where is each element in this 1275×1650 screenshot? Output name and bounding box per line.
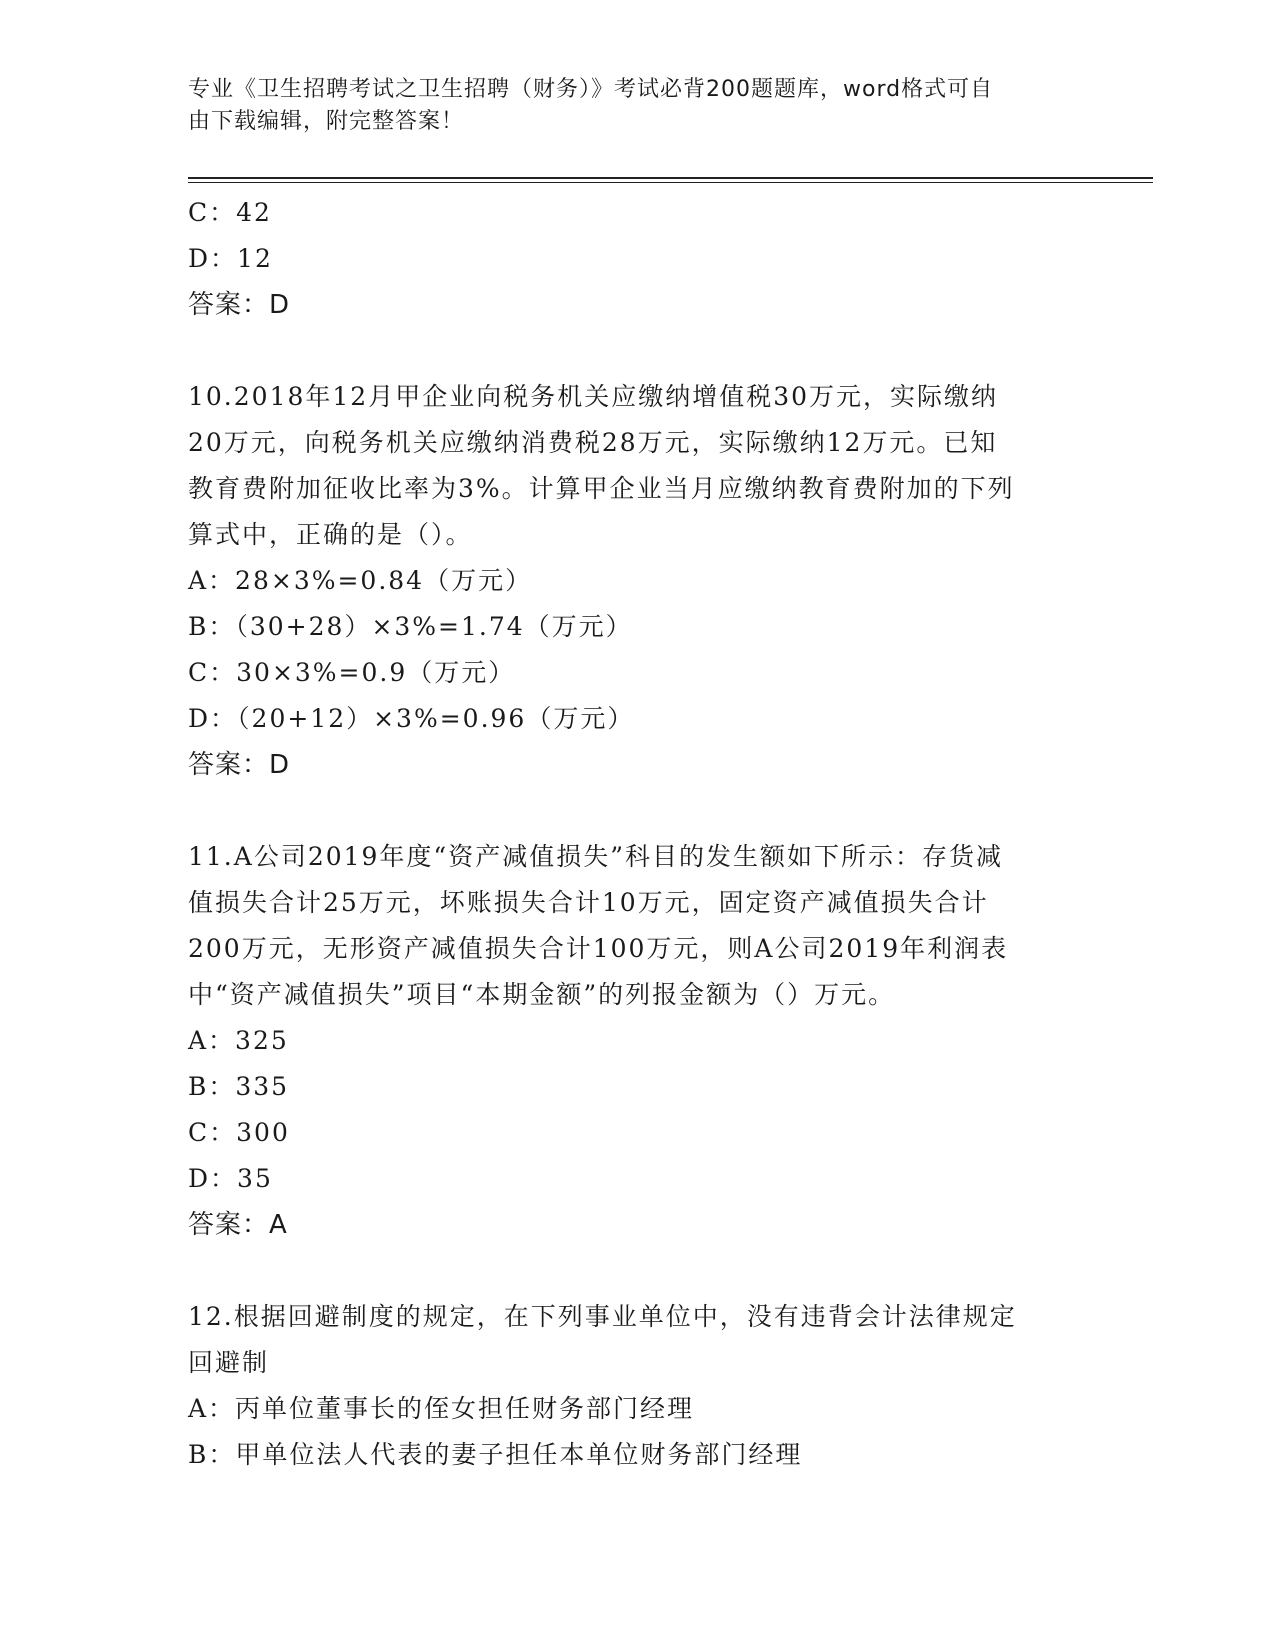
answer-line: 答案：D — [188, 290, 291, 320]
answer-line: 答案：A — [188, 1210, 288, 1240]
stem-line: 教育费附加征收比率为3%。计算甲企业当月应缴纳教育费附加的下列 — [188, 474, 1015, 503]
spacer — [188, 1248, 1088, 1294]
stem-line: 11.A公司2019年度“资产减值损失”科目的发生额如下所示：存货减 — [188, 842, 1003, 871]
stem-line: 200万元，无形资产减值损失合计100万元，则A公司2019年利润表 — [188, 934, 1009, 963]
question-11 — [188, 834, 1088, 1248]
option-d: D：12 — [188, 244, 273, 273]
option-c: C：42 — [188, 198, 272, 227]
option-c: C：30×3%=0.9（万元） — [188, 658, 516, 687]
stem-line: 20万元，向税务机关应缴纳消费税28万元，实际缴纳12万元。已知 — [188, 428, 998, 457]
question-stem — [188, 1294, 1088, 1386]
header-divider-thin — [188, 182, 1153, 183]
option-b: B：335 — [188, 1072, 290, 1101]
answer-line: 答案：D — [188, 750, 291, 780]
header-line-2: 由下载编辑，附完整答案！ — [188, 109, 465, 134]
stem-line: 中“资产减值损失”项目“本期金额”的列报金额为（）万元。 — [188, 980, 896, 1009]
option-a: A：28×3%=0.84（万元） — [188, 566, 533, 595]
question-stem — [188, 374, 1088, 558]
option-c: C：300 — [188, 1118, 290, 1147]
question-content — [188, 190, 1088, 1478]
header-divider-thick — [188, 177, 1153, 179]
header-line-1: 专业《卫生招聘考试之卫生招聘（财务）》考试必背200题题库，word格式可自 — [188, 77, 994, 102]
option-a: A：丙单位董事长的侄女担任财务部门经理 — [188, 1394, 695, 1423]
stem-line: 回避制 — [188, 1348, 270, 1377]
spacer — [188, 328, 1088, 374]
question-12 — [188, 1294, 1088, 1478]
option-b: B：甲单位法人代表的妻子担任本单位财务部门经理 — [188, 1440, 803, 1469]
option-b: B：（30+28）×3%=1.74（万元） — [188, 612, 633, 641]
option-d: D：35 — [188, 1164, 273, 1193]
stem-line: 值损失合计25万元，坏账损失合计10万元，固定资产减值损失合计 — [188, 888, 989, 917]
stem-line: 12.根据回避制度的规定，在下列事业单位中，没有违背会计法律规定 — [188, 1302, 1017, 1331]
document-header — [188, 74, 1068, 138]
spacer — [188, 788, 1088, 834]
option-a: A：325 — [188, 1026, 289, 1055]
stem-line: 算式中，正确的是（）。 — [188, 520, 473, 549]
question-10 — [188, 374, 1088, 788]
option-d: D：（20+12）×3%=0.96（万元） — [188, 704, 635, 733]
question-stem — [188, 834, 1088, 1018]
stem-line: 10.2018年12月甲企业向税务机关应缴纳增值税30万元，实际缴纳 — [188, 382, 999, 411]
prev-question-tail — [188, 190, 1088, 328]
